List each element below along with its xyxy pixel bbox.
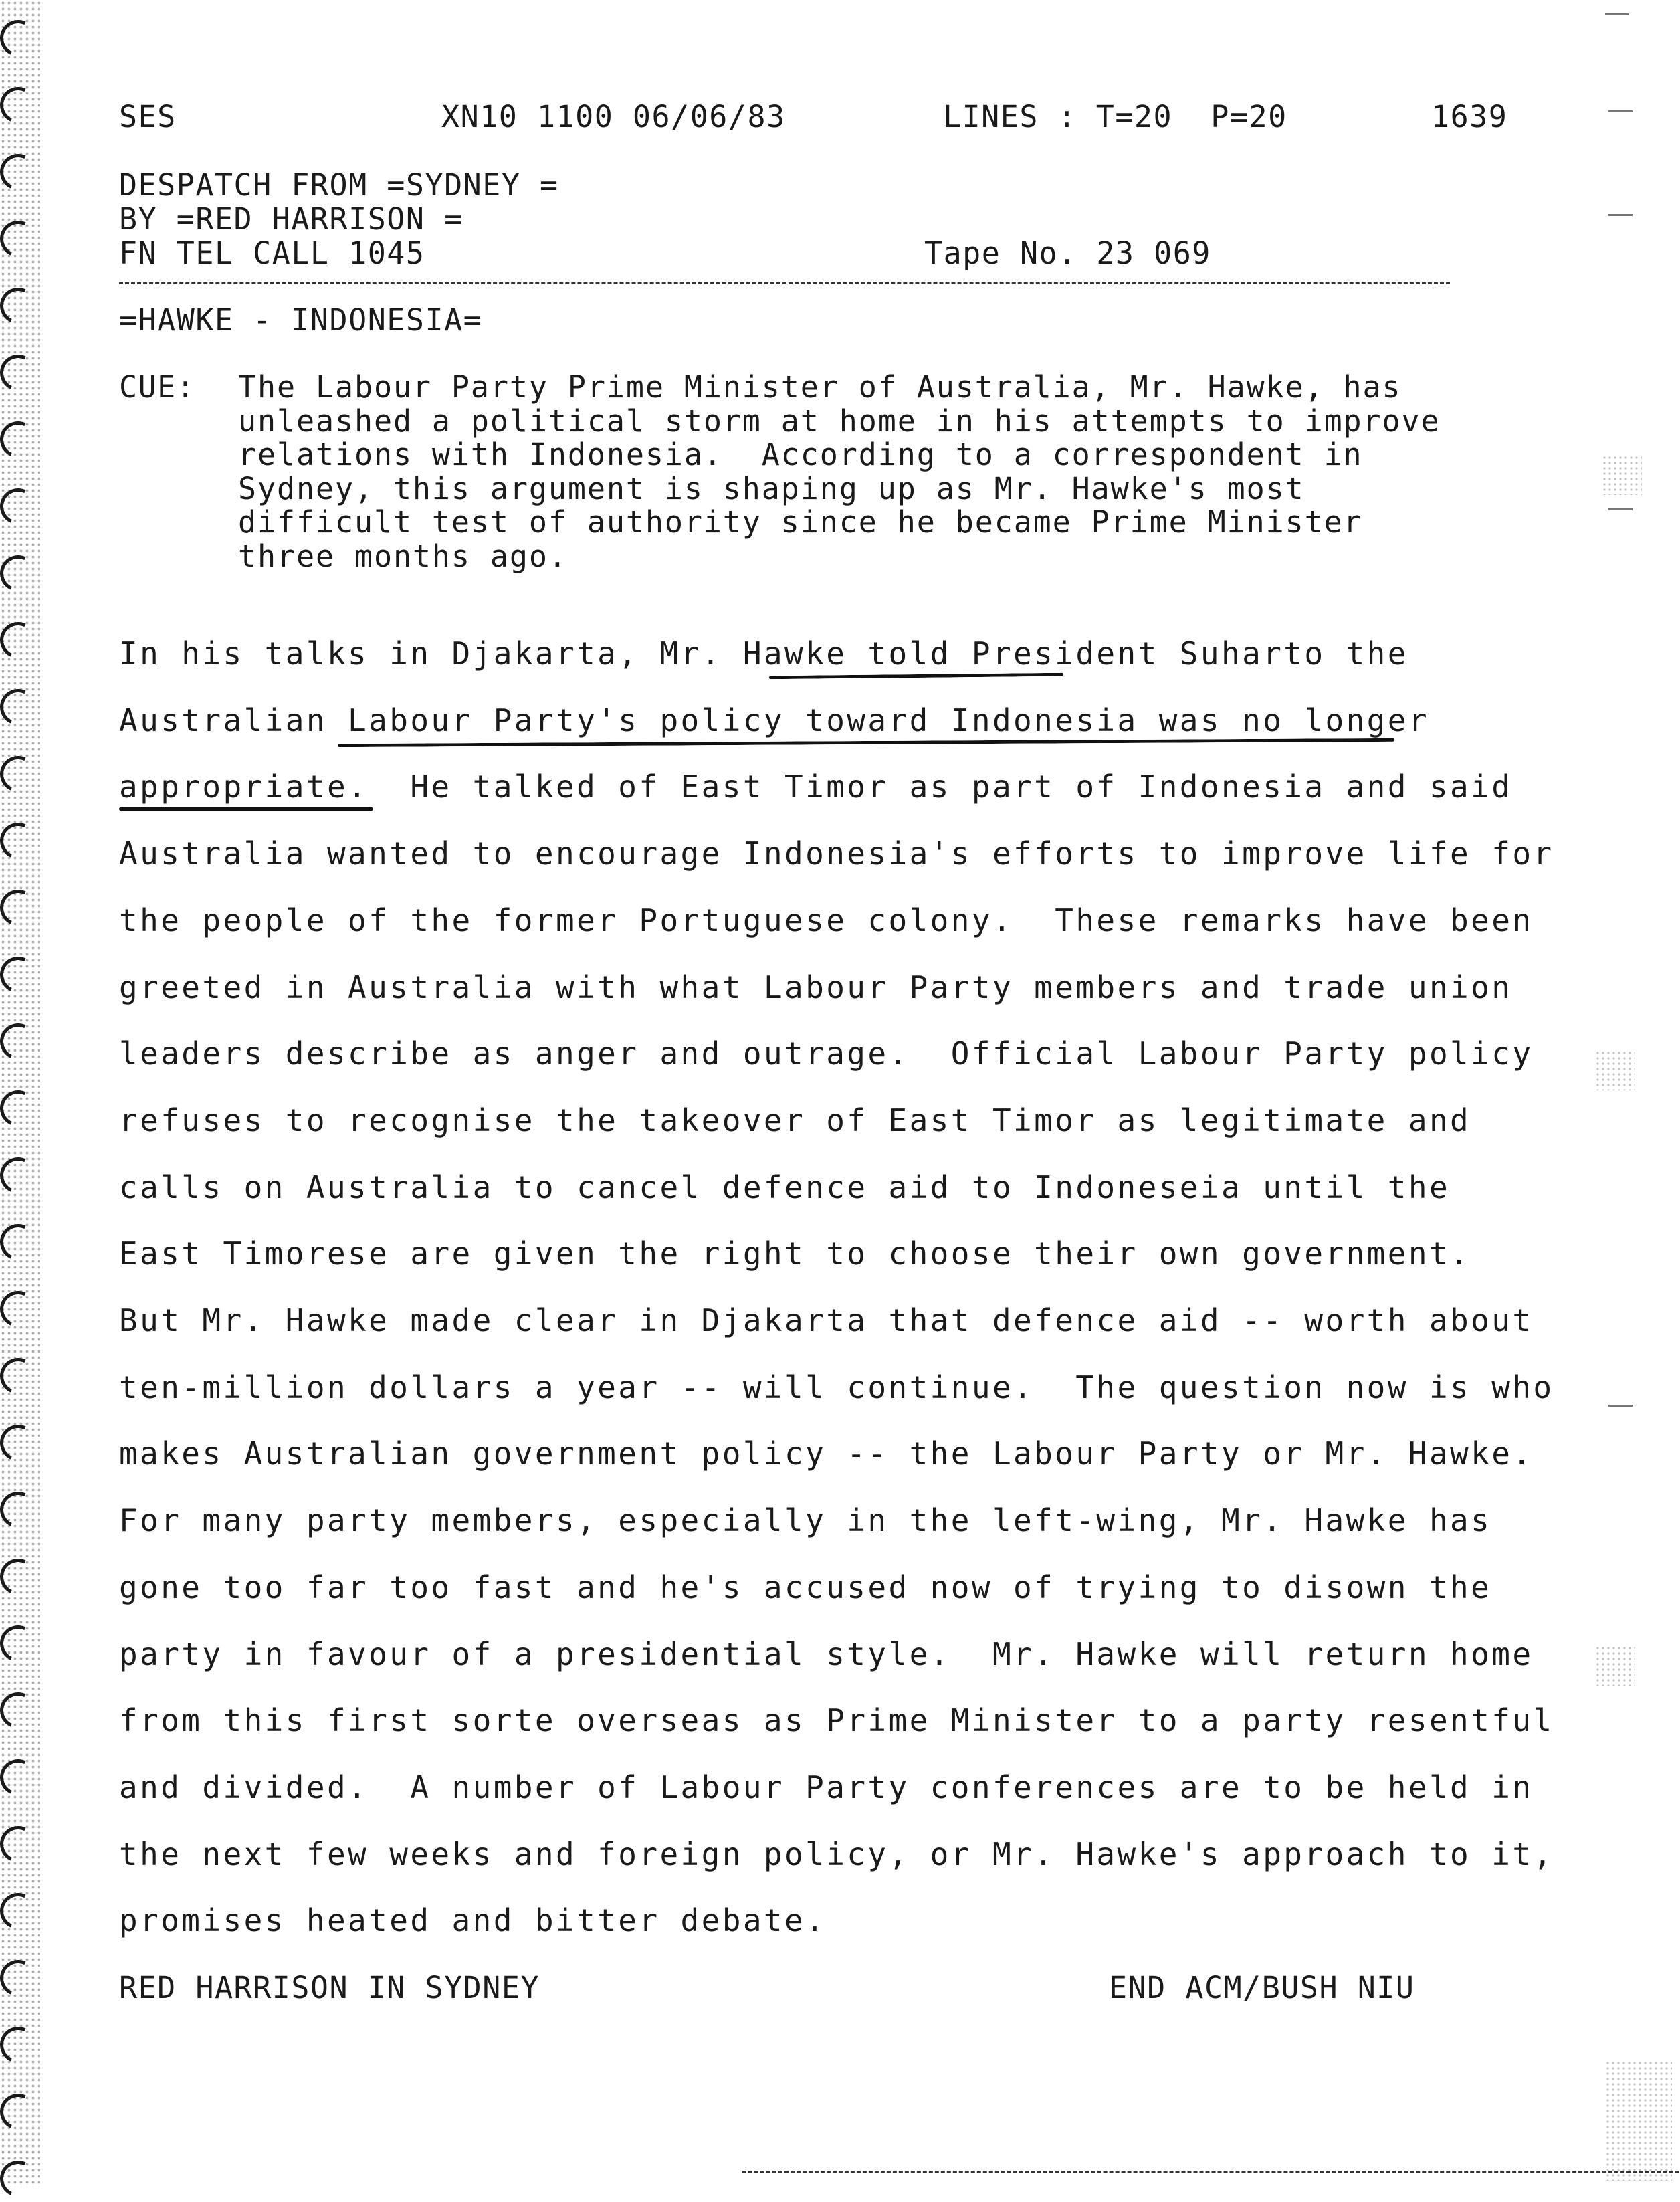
speckle bbox=[1605, 2060, 1672, 2181]
header-station: SES bbox=[119, 99, 177, 134]
cue-line: The Labour Party Prime Minister of Australia, Mr. Hawke, has bbox=[238, 369, 1402, 405]
pen-underline bbox=[119, 807, 373, 811]
body-line: from this first sorte overseas as Prime Minister to a party resentful bbox=[119, 1702, 1554, 1739]
body-line: makes Australian government policy -- the Labour Party or Mr. Hawke. bbox=[119, 1435, 1534, 1472]
body-line: For many party members, especially in the left-wing, Mr. Hawke has bbox=[119, 1502, 1492, 1539]
edge-mark bbox=[1605, 13, 1629, 15]
tape-number: Tape No. 23 069 bbox=[924, 235, 1211, 271]
header-code: XN10 1100 06/06/83 bbox=[441, 99, 786, 134]
speckle bbox=[1595, 1645, 1635, 1686]
edge-mark bbox=[1608, 508, 1633, 510]
footer-byline: RED HARRISON IN SYDNEY bbox=[119, 1970, 540, 2005]
body-line: the next few weeks and foreign policy, or Mr. Hawke's approach to it, bbox=[119, 1835, 1554, 1872]
body-line: Australia wanted to encourage Indonesia's efforts to improve life for bbox=[119, 835, 1554, 872]
pen-underline bbox=[769, 673, 1063, 680]
body-line: leaders describe as anger and outrage. Official Labour Party policy bbox=[119, 1035, 1534, 1072]
pen-underline bbox=[338, 738, 1394, 747]
header-number: 1639 bbox=[1431, 99, 1508, 134]
body-line: ten-million dollars a year -- will continue. The question now is who bbox=[119, 1369, 1554, 1405]
cue-label: CUE: bbox=[119, 369, 196, 405]
body-line: the people of the former Portuguese colony. These remarks have been bbox=[119, 902, 1534, 938]
speckle bbox=[1602, 455, 1642, 495]
cue-line: Sydney, this argument is shaping up as Mr. Hawke's most bbox=[238, 470, 1305, 506]
story-slug: =HAWKE - INDONESIA= bbox=[119, 302, 483, 338]
body-line: party in favour of a presidential style. Mr. Hawke will return home bbox=[119, 1635, 1534, 1672]
body-line: East Timorese are given the right to choose their own government. bbox=[119, 1235, 1471, 1272]
cue-line: unleashed a political storm at home in his attempts to improve bbox=[238, 403, 1441, 439]
edge-mark bbox=[1608, 214, 1633, 216]
body-line: appropriate. He talked of East Timor as part of Indonesia and said bbox=[119, 769, 1513, 805]
header-divider bbox=[119, 282, 1450, 284]
despatch-call: FN TEL CALL 1045 bbox=[119, 235, 425, 271]
despatch-by: BY =RED HARRISON = bbox=[119, 201, 463, 237]
body-line: In his talks in Djakarta, Mr. Hawke told President Suharto the bbox=[119, 635, 1408, 672]
cue-line: difficult test of authority since he became Prime Minister bbox=[238, 504, 1363, 540]
body-line: But Mr. Hawke made clear in Djakarta that defence aid -- worth about bbox=[119, 1302, 1534, 1338]
body-line: promises heated and bitter debate. bbox=[119, 1902, 827, 1939]
footer-end: END ACM/BUSH NIU bbox=[1109, 1970, 1415, 2005]
body-line: Australian Labour Party's policy toward Indonesia was no longer bbox=[119, 702, 1429, 738]
body-line: greeted in Australia with what Labour Party members and trade union bbox=[119, 969, 1513, 1005]
cue-line: three months ago. bbox=[238, 538, 568, 574]
bottom-tear-line bbox=[742, 2171, 1679, 2173]
body-line: refuses to recognise the takeover of East Timor as legitimate and bbox=[119, 1102, 1471, 1138]
edge-mark bbox=[1608, 110, 1633, 112]
body-line: calls on Australia to cancel defence aid to Indoneseia until the bbox=[119, 1169, 1451, 1205]
cue-line: relations with Indonesia. According to a correspondent in bbox=[238, 437, 1363, 473]
header-lines: LINES : T=20 P=20 bbox=[943, 99, 1287, 134]
body-line: gone too far too fast and he's accused now of trying to disown the bbox=[119, 1569, 1492, 1605]
body-line: and divided. A number of Labour Party conferences are to be held in bbox=[119, 1769, 1534, 1805]
speckle bbox=[1595, 1050, 1635, 1090]
edge-mark bbox=[1608, 1405, 1633, 1407]
despatch-from: DESPATCH FROM =SYDNEY = bbox=[119, 167, 559, 203]
